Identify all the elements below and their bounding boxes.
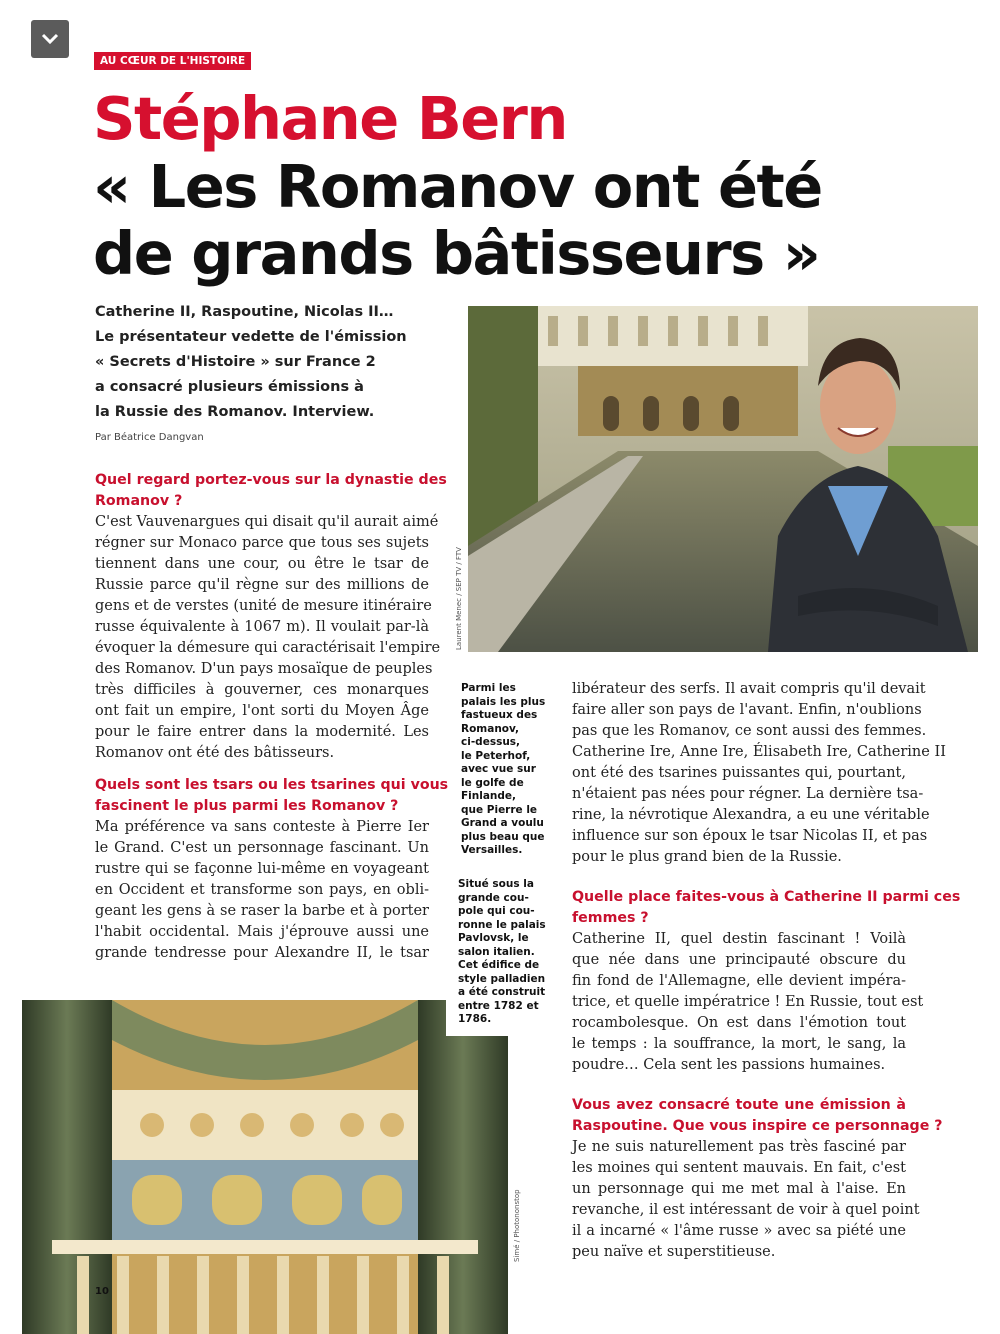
- answer-line: un personnage qui me met mal à l'aise. En: [572, 1181, 906, 1197]
- answer-line: poudre… Cela sent les passions humaines.: [572, 1057, 886, 1073]
- answer-line: pour le faire entrer dans la modernité. Les: [95, 724, 429, 740]
- answer-line: Catherine Ire, Anne Ire, Élisabeth Ire, Catherine II: [572, 744, 946, 760]
- answer-line: tiennent dans une cour, ou être le tsar de: [95, 556, 429, 572]
- answer-line: C'est Vauvenargues qui disait qu'il aurait aimé: [95, 514, 439, 530]
- question-line: fascinent le plus parmi les Romanov ?: [95, 798, 399, 814]
- collapse-toggle-button[interactable]: [31, 20, 69, 58]
- headline-quote-line2: de grands bâtisseurs »: [93, 219, 820, 288]
- caption-line: salon italien.: [458, 945, 535, 958]
- answer-line: rine, la névrotique Alexandra, a eu une véritable: [572, 807, 930, 823]
- lead-line: Catherine II, Raspoutine, Nicolas II…: [95, 304, 394, 320]
- question-1: [95, 470, 447, 512]
- caption-line: le golfe de: [461, 776, 524, 789]
- caption-peterhof: [461, 682, 545, 858]
- question-line: Quelle place faites-vous à Catherine II parmi ces: [572, 889, 961, 905]
- answer-line: influence sur son époux le tsar Nicolas II, et pas: [572, 828, 928, 844]
- caption-line: Parmi les: [461, 682, 516, 694]
- answer-line: n'étaient pas nées pour régner. La dernière tsa-: [572, 786, 924, 802]
- answer-line: faire aller son pays de l'avant. Enfin, n'oublions: [572, 702, 922, 718]
- lead-line: a consacré plusieurs émissions à: [95, 379, 364, 395]
- answer-line: fin fond de l'Allemagne, elle devient impéra-: [572, 973, 906, 989]
- caption-line: a été construit: [458, 986, 546, 998]
- answer-line: Russie parce qu'il règne sur des millions de: [95, 577, 429, 593]
- caption-line: Situé sous la: [458, 878, 534, 890]
- question-2: [95, 775, 449, 817]
- question-line: Romanov ?: [95, 493, 183, 509]
- rubric-tag: AU CŒUR DE L'HISTOIRE: [94, 52, 251, 70]
- caption-pavlovsk: [458, 878, 546, 1027]
- answer-line: il a incarné « l'âme russe » avec sa piété une: [572, 1223, 906, 1239]
- caption-line: Pavlovsk, le: [458, 932, 529, 944]
- question-line: Vous avez consacré toute une émission à: [572, 1097, 906, 1113]
- caption-line: que Pierre le: [461, 803, 538, 816]
- photo-credit: Laurent Menec / SEP TV / FTV: [455, 547, 463, 650]
- caption-line: plus beau que: [461, 830, 545, 843]
- answer-line: le Grand. C'est un personnage fascinant. Un: [95, 840, 429, 856]
- headline-name: Stéphane Bern: [93, 84, 567, 153]
- answer-line: grande tendresse pour Alexandre II, le tsar: [95, 945, 429, 961]
- page-number: 10: [95, 1286, 109, 1297]
- answer-line: pour le plus grand bien de la Russie.: [572, 849, 842, 865]
- answer-line: évoquer la démesure qui caractérisait l'empire: [95, 640, 441, 656]
- caption-line: Versailles.: [461, 844, 523, 856]
- caption-line: palais les plus: [461, 695, 546, 708]
- caption-line: Cet édifice de: [458, 959, 540, 971]
- lead-line: Le présentateur vedette de l'émission: [95, 329, 407, 345]
- answer-2: [95, 817, 429, 964]
- question-3: [572, 887, 961, 929]
- answer-line: rocambolesque. On est dans l'émotion tout: [572, 1015, 906, 1031]
- answer-line: très difficiles à gouverner, ces monarques: [95, 682, 429, 698]
- caption-line: Romanov,: [461, 722, 519, 735]
- answer-line: Romanov ont été des bâtisseurs.: [95, 745, 335, 761]
- column-right: [572, 679, 961, 1263]
- answer-line: des Romanov. D'un pays mosaïque de peuples: [95, 661, 433, 677]
- question-line: Quel regard portez-vous sur la dynastie des: [95, 472, 447, 488]
- lead-line: « Secrets d'Histoire » sur France 2: [95, 354, 376, 370]
- answer-line: que née dans une principauté obscure du: [572, 952, 906, 968]
- answer-line: revanche, il est intéressant de voir à quel point: [572, 1202, 920, 1218]
- caption-line: Finlande,: [461, 790, 517, 802]
- answer-line: ont fait un empire, l'ont sorti du Moyen Âge: [95, 703, 429, 719]
- caption-line: le Peterhof,: [461, 749, 531, 762]
- answer-3: [572, 929, 924, 1076]
- answer-line: Je ne suis naturellement pas très fasciné par: [572, 1139, 906, 1155]
- lead-paragraph: [95, 300, 455, 425]
- question-line: femmes ?: [572, 910, 649, 926]
- caption-line: entre 1782 et: [458, 999, 539, 1012]
- answer-line: l'habit occidental. Mais j'éprouve aussi une: [95, 924, 429, 940]
- photo-credit: Simé / Photononstop: [513, 1189, 521, 1262]
- caption-line: style palladien: [458, 972, 546, 985]
- chevron-down-icon: [41, 33, 59, 45]
- peterhof-portrait-photo: [468, 306, 978, 652]
- answer-4: [572, 1137, 920, 1263]
- answer-line: Catherine II, quel destin fascinant ! Voilà: [572, 931, 906, 947]
- headline-quote-line1: « Les Romanov ont été: [93, 152, 822, 221]
- caption-line: ci-dessus,: [461, 736, 521, 748]
- question-4: [572, 1095, 943, 1137]
- caption-line: grande cou-: [458, 891, 529, 904]
- answer-line: libérateur des serfs. Il avait compris qu'il devait: [572, 681, 926, 697]
- answer-1: [95, 512, 441, 764]
- answer-line: régner sur Monaco parce que tous ses sujets: [95, 535, 429, 551]
- answer-2-continued: [572, 679, 946, 868]
- caption-line: pole qui cou-: [458, 905, 535, 917]
- answer-line: geant les gens à se raser la barbe et à porter: [95, 903, 429, 919]
- column-left: [95, 470, 449, 964]
- answer-line: Ma préférence va sans conteste à Pierre Ier: [95, 819, 429, 835]
- answer-line: rustre qui se façonne lui-même en voyageant: [95, 861, 429, 877]
- answer-line: peu naïve et superstitieuse.: [572, 1244, 776, 1260]
- answer-line: russe équivalente à 1067 m). Il voulait par-là: [95, 619, 429, 635]
- caption-line: avec vue sur: [461, 763, 536, 775]
- answer-line: trice, et quelle impératrice ! En Russie, tout est: [572, 994, 924, 1010]
- page-edge-margin: [978, 0, 1000, 1334]
- answer-line: les moines qui sentent mauvais. En fait, c'est: [572, 1160, 906, 1176]
- answer-line: en Occident et transforme son pays, en obli-: [95, 882, 429, 898]
- caption-line: Grand a voulu: [461, 817, 544, 829]
- answer-line: gens et de verstes (unité de mesure itinéraire: [95, 598, 432, 614]
- question-line: Raspoutine. Que vous inspire ce personnage ?: [572, 1118, 943, 1134]
- answer-line: le temps : la souffrance, la mort, le sang, la: [572, 1036, 906, 1052]
- caption-line: ronne le palais: [458, 918, 546, 931]
- lead-line: la Russie des Romanov. Interview.: [95, 404, 375, 420]
- answer-line: ont été des tsarines puissantes qui, pourtant,: [572, 765, 906, 781]
- pavlovsk-salon-photo: [22, 1000, 508, 1334]
- caption-line: 1786.: [458, 1013, 492, 1025]
- question-line: Quels sont les tsars ou les tsarines qui vous: [95, 777, 449, 793]
- caption-line: fastueux des: [461, 709, 538, 721]
- answer-line: pas que les Romanov, ce sont aussi des femmes.: [572, 723, 927, 739]
- byline: Par Béatrice Dangvan: [95, 432, 204, 443]
